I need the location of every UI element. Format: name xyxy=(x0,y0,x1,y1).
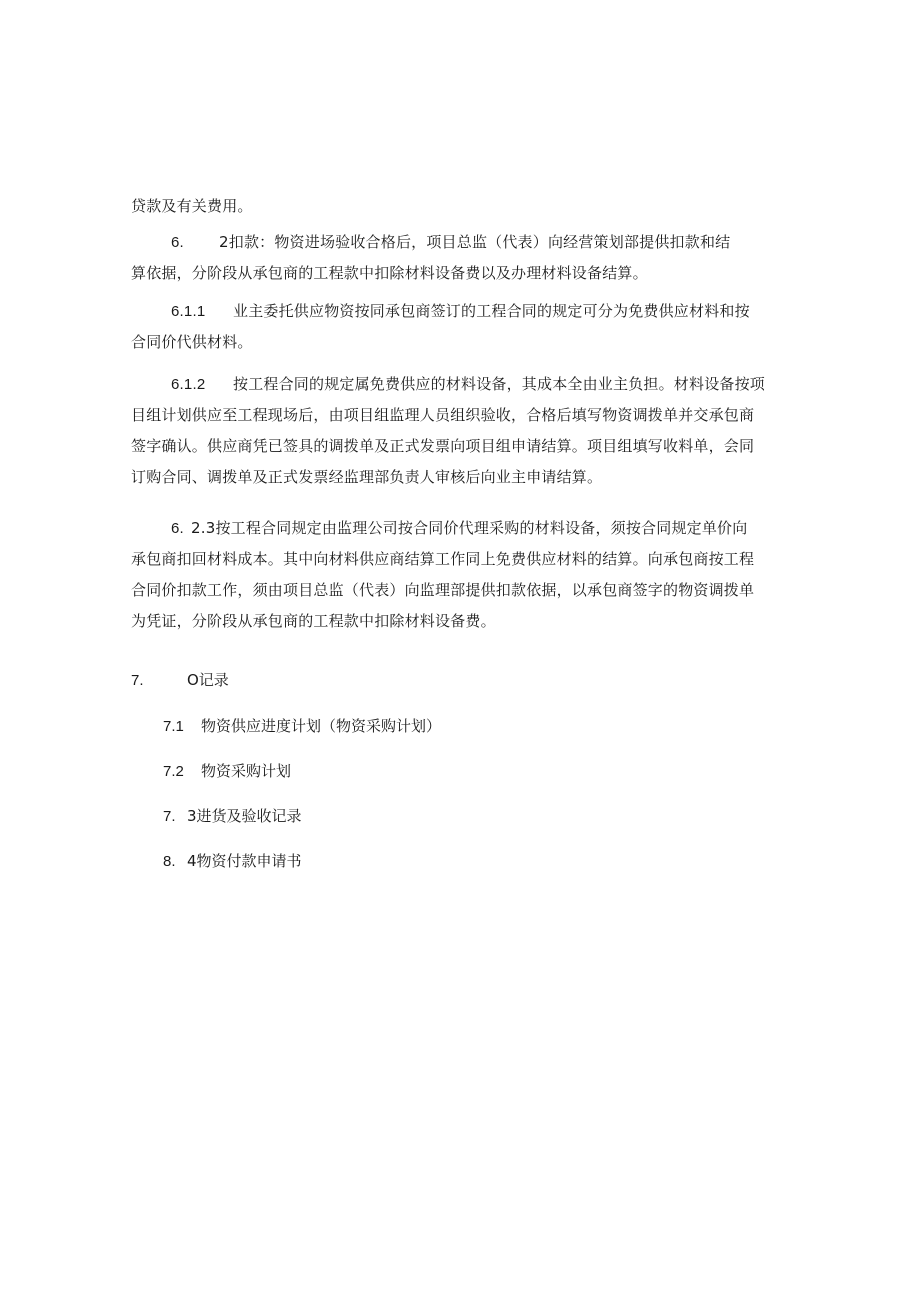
paragraph-line: 为凭证，分阶段从承包商的工程款中扣除材料设备费。 xyxy=(131,612,496,630)
paragraph-line xyxy=(131,513,823,544)
paragraph-line: 算依据，分阶段从承包商的工程款中扣除材料设备费以及办理材料设备结算。 xyxy=(131,264,648,282)
record-item xyxy=(163,759,291,784)
record-number: 7.1 xyxy=(163,718,184,735)
record-number: 8. xyxy=(163,853,176,870)
clause-number: 6.1.2 xyxy=(171,376,206,393)
record-item xyxy=(163,804,302,829)
paragraph-6-2 xyxy=(131,227,823,289)
section-title: O记录 xyxy=(187,671,229,689)
paragraph-line xyxy=(131,369,823,400)
record-number: 7. xyxy=(163,808,176,825)
paragraph-continuation xyxy=(131,191,823,222)
paragraph-6-2-3 xyxy=(131,513,823,637)
section-heading xyxy=(131,668,229,693)
record-text: 物资采购计划 xyxy=(201,762,292,780)
clause-number: 6. xyxy=(171,520,184,537)
paragraph-line: 签字确认。供应商凭已签具的调拨单及正式发票向项目组申请结算。项目组填写收料单，会同 xyxy=(131,437,755,455)
record-item xyxy=(163,714,441,739)
record-text: 物资供应进度计划（物资采购计划） xyxy=(201,717,442,735)
paragraph-line xyxy=(131,227,823,258)
paragraph-line: 目组计划供应至工程现场后，由项目组监理人员组织验收，合格后填写物资调拨单并交承包商 xyxy=(131,406,755,424)
paragraph-line: 合同价扣款工作，须由项目总监（代表）向监理部提供扣款依据，以承包商签字的物资调拨单 xyxy=(131,581,755,599)
record-text: 4物资付款申请书 xyxy=(187,852,302,870)
paragraph-line: 承包商扣回材料成本。其中向材料供应商结算工作同上免费供应材料的结算。向承包商按工程 xyxy=(131,550,755,568)
record-item xyxy=(163,849,302,874)
paragraph-text: 2.3按工程合同规定由监理公司按合同价代理采购的材料设备，须按合同规定单价向 xyxy=(191,519,748,537)
paragraph-line: 合同价代供材料。 xyxy=(131,333,253,351)
paragraph-6-1-2 xyxy=(131,369,823,493)
clause-number: 6.1.1 xyxy=(171,303,206,320)
paragraph-line: 订购合同、调拨单及正式发票经监理部负责人审核后向业主申请结算。 xyxy=(131,468,603,486)
paragraph-text: 按工程合同的规定属免费供应的材料设备，其成本全由业主负担。材料设备按项 xyxy=(233,375,766,393)
clause-number: 6. xyxy=(171,234,184,251)
paragraph-text: 2扣款：物资进场验收合格后，项目总监（代表）向经营策划部提供扣款和结 xyxy=(219,233,731,251)
section-number: 7. xyxy=(131,672,144,689)
record-number: 7.2 xyxy=(163,763,184,780)
paragraph-text: 业主委托供应物资按同承包商签订的工程合同的规定可分为免费供应材料和按 xyxy=(233,302,750,320)
paragraph-6-1-1 xyxy=(131,296,823,358)
paragraph-line xyxy=(131,296,823,327)
record-text: 3进货及验收记录 xyxy=(187,807,302,825)
paragraph-line: 贷款及有关费用。 xyxy=(131,197,253,215)
